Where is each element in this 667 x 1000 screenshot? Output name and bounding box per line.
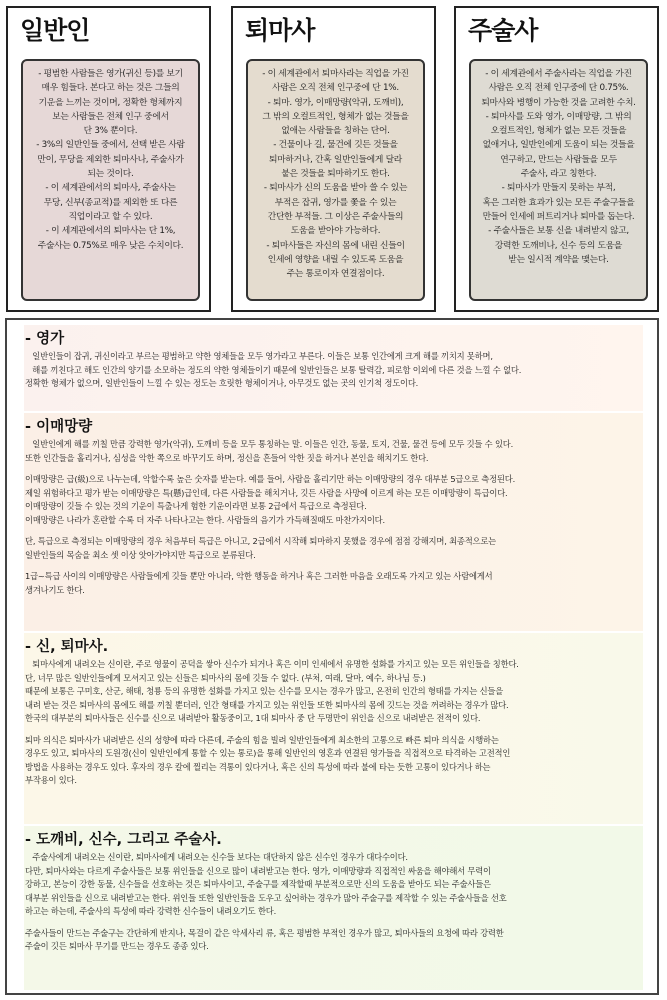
panel-line: - 퇴마사를 도와 영가, 이매망량, 그 밖의 — [485, 111, 632, 122]
text-line: 또한 인간들을 홀리거나, 심성을 악한 쪽으로 바꾸기도 하며, 정신을 흔들어 악한 짓을 하거나 본인을 해치기도 한다. — [25, 452, 429, 463]
panel-line: 만들어 인세에 퍼트리거나 퇴마를 돕는다. — [482, 211, 635, 222]
panel-line: - 퇴마사가 만들지 못하는 부적, — [501, 183, 616, 194]
text-line: 때문에 보통은 구미호, 산군, 해태, 청룡 등의 유명한 설화를 가지고 있는 신수를 모시는 경우가 많고, 온전히 인간의 형태를 가지는 신들을 — [25, 686, 504, 696]
text-line: 퇴마사에게 내려오는 신이란, 주로 영물이 공덕을 쌓아 신수가 되거나 혹은 이미 인세에서 유명한 설화를 가지고 있는 모든 위인들을 칭한다. — [25, 659, 519, 669]
text-line: 방법을 사용하는 경우도 있다. 후자의 경우 칼에 찔리는 격통이 있다거나, 혹은 신의 특성에 따라 불에 타는 듯한 고통이 있다거나 하는 — [25, 761, 491, 772]
panel-ordinary-people — [6, 6, 211, 312]
panel-line: 보는 사람들은 전체 인구 중에서 — [52, 111, 169, 122]
section-spirits — [24, 325, 643, 411]
panel-line: 되는 것이다. — [87, 169, 134, 180]
section-title: - 신, 퇴마사. — [25, 639, 109, 655]
text-line: 경우도 있고, 퇴마사의 도원경(신이 일반인에게 통할 수 있는 통로)을 통해 일반인의 영혼과 연결된 영가들을 직접적으로 타격하는 고전적인 — [25, 748, 511, 758]
lore-document — [5, 318, 659, 995]
panel-line: 그 밖의 오컬트적인, 형체가 없는 것들을 — [262, 111, 409, 122]
text-line: 다만, 퇴마사와는 다르게 주술사들은 보통 위인들을 신으로 많이 내려받고는 한다. 영가, 이매망량과 직접적인 싸움을 해야해서 무력이 — [25, 865, 491, 876]
panel-line: - 퇴마. 영가, 이매망량(악귀, 도깨비), — [267, 97, 404, 108]
text-line: 1급~특급 사이의 이매망량은 사람들에게 깃들 뿐만 아니라, 악한 행동을 하거나 혹은 그러한 마음을 오래도록 가지고 있는 사람에게서 — [25, 571, 493, 581]
panel-line: 도움을 받아야 가능하다. — [290, 226, 381, 237]
text-line: 일반인에게 해를 끼칠 만큼 강력한 영가(악귀), 도깨비 등을 모두 통칭하는 말. 이들은 인간, 동물, 토지, 건물, 물건 등에 모두 깃들 수 있다. — [25, 439, 514, 449]
panel-line: - 건물이나 길, 물건에 깃든 것들을 — [273, 140, 398, 151]
panel-line: 직업이라고 할 수 있다. — [68, 211, 153, 222]
text-line: 단, 특급으로 측정되는 이매망량의 경우 처음부터 특급은 아니고, 2급에서 시작해 퇴마하지 못했을 경우에 점점 강해지며, 최종적으로는 — [25, 536, 496, 546]
panel-body — [469, 59, 648, 301]
panel-line: 인세에 영향을 내릴 수 있도록 도움을 — [267, 254, 404, 265]
text-line: 주술사에게 내려오는 신이란, 퇴마사에게 내려오는 신수들 보다는 대단하지 않은 신수인 경우가 대다수이다. — [25, 852, 408, 862]
panel-line: 붙은 것들을 퇴마하기도 한다. — [281, 169, 390, 180]
panel-line: 사람은 오직 전체 인구중에 단 1%. — [272, 83, 399, 94]
panel-body — [21, 59, 200, 301]
panel-line: 주술사, 라고 칭한다. — [520, 169, 597, 180]
text-line: 이매망량은 나라가 혼란할 수록 더 자주 나타나고는 한다. 사람들의 음기가 가득해질때도 마찬가지이다. — [25, 514, 385, 525]
section-gods-exorcists — [24, 633, 643, 824]
panel-line: - 평범한 사람들은 영가(귀신 등)를 보기 — [38, 69, 183, 79]
text-line: 단, 너무 많은 일반인들에게 모셔지고 있는 신들은 퇴마사의 몸에 깃들 수 없다. (부처, 여래, 달마, 예수, 하나님 등.) — [25, 672, 426, 683]
text-line: 생겨나기도 한다. — [25, 584, 85, 595]
panel-line: 만이, 무당을 제외한 퇴마사나, 주술사가 — [37, 154, 184, 165]
panel-line: 퇴마사와 병행이 가능한 것을 고려한 수치. — [481, 97, 636, 108]
text-line: 대부분 위인들을 신으로 내려받고는 한다. 위인들 또한 일반인들을 도우고 싶어하는 경우가 많아 주술구를 제작할 수 있는 주술사들을 선호 — [25, 892, 507, 903]
panel-line: 사람은 오직 전체 인구중에 단 0.75%. — [488, 83, 629, 94]
text-line: 일반인들의 목숨을 최소 셋 이상 앗아가야지만 특급으로 분류된다. — [25, 549, 256, 560]
text-line: 이매망량이 깃들 수 있는 것의 기운이 특출나게 험한 기운이라면 보통 2급에서 특급으로 측정된다. — [25, 501, 367, 511]
text-line: 강하고, 본능이 강한 동물, 신수들을 선호하는 것은 퇴마사이고, 주술구를 제작할때 부분적으로만 신의 도움을 받아도 되는 주술사들은 — [25, 879, 491, 889]
panel-line: 기운을 느끼는 것이며, 정확한 형체까지 — [38, 97, 183, 108]
panel-line: 무당, 신부(종교적)를 제외한 또 다른 — [43, 197, 178, 208]
panel-title: 퇴마사 — [245, 16, 315, 45]
text-line: 이매망량은 급(級)으로 나누는데, 악할수록 높은 숫자를 받는다. 예를 들어, 사람을 홀리기만 하는 이매망량의 경우 대부분 5급으로 측정된다. — [25, 474, 516, 484]
panel-line: 단 3% 뿐이다. — [83, 126, 138, 137]
text-line: 내려 받는 것은 퇴마사의 몸에도 해를 끼칠 뿐더러, 인간 형태를 가지고 있는 위인들 또한 퇴마사의 몸에 깃드는 것을 꺼려하는 경우가 많다. — [25, 699, 509, 710]
panel-line: - 3%의 일반인들 중에서, 선택 받은 사람 — [36, 140, 185, 151]
section-title: - 영가 — [25, 331, 65, 347]
panel-title: 일반인 — [20, 16, 90, 45]
text-line: 제일 위험하다고 평가 받는 이매망량은 특(懸)급인데, 다른 사람들을 해치거나, 깃든 사람을 사망에 이르게 하는 모든 이매망량이 특급이다. — [25, 487, 508, 498]
panel-line: 매우 힘들다. 본다고 하는 것은 그들의 — [41, 83, 180, 94]
panel-line: 연구하고, 만드는 사람들을 모두 — [500, 154, 617, 165]
panel-line: - 이 세계관에서의 퇴마사는 단 1%, — [45, 226, 176, 237]
text-line: 부작용이 있다. — [25, 775, 77, 785]
text-line: 퇴마 의식은 퇴마사가 내려받은 신의 성향에 따라 다른데, 주술의 힘을 빌려 일반인들에게 최소한의 고통으로 빠른 퇴마 의식을 시행하는 — [25, 734, 499, 745]
panel-line: - 주술사들은 보통 신을 내려받지 않고, — [488, 226, 629, 237]
text-line: 한국의 대부분의 퇴마사들은 신수를 신으로 내려받아 활동중이고, 1대 퇴마사 중 단 두명만이 위인을 신으로 내려받은 전적이 있다. — [25, 713, 481, 723]
panel-line: 부적은 잡귀, 영가를 쫓을 수 있는 — [274, 197, 397, 208]
panel-line: 간단한 부적들. 그 이상은 주술사들의 — [267, 211, 404, 222]
panel-line: 퇴마하거나, 간혹 일반인들에게 달라 — [269, 154, 402, 165]
panel-exorcist — [231, 6, 436, 312]
panel-line: 강력한 도깨비나, 신수 등의 도움을 — [494, 240, 623, 251]
text-line: 해를 끼친다고 해도 인간의 양기를 소모하는 정도의 약한 영체들이기 때문에 일반인들은 보통 탈력감, 피로함 이외에 다른 것을 느낄 수 없다. — [25, 364, 522, 375]
panel-line: - 이 세계관에서 퇴마사라는 직업을 가진 — [262, 69, 409, 79]
panel-line: - 이 세계관에서 주술사라는 직업을 가진 — [485, 69, 632, 79]
panel-line: 오컬트적인, 형체가 없는 모든 것들을 — [490, 126, 627, 137]
text-line: 정확한 형체가 없으며, 일반인들이 느낄 수 있는 정도는 흐릿한 형체이거나, 아무것도 없는 곳의 인기척 정도이다. — [25, 378, 419, 388]
text-line: 하고는 하는데, 주술사의 특성에 따라 강력한 신수들이 내려오기도 한다. — [25, 906, 277, 916]
panel-line: - 퇴마사가 신의 도움을 받아 쓸 수 있는 — [263, 183, 408, 194]
panel-line: 주술사는 0.75%로 매우 낮은 수치이다. — [37, 240, 184, 251]
section-title: - 도깨비, 신수, 그리고 주술사. — [25, 832, 222, 848]
panel-body — [246, 59, 425, 301]
panel-sorcerer — [454, 6, 659, 312]
panel-title: 주술사 — [468, 16, 538, 45]
panel-line: 없애거나, 일반인에게 도움이 되는 것들을 — [482, 140, 635, 151]
panel-line: 혹은 그러한 효과가 있는 모든 주술구들을 — [482, 197, 635, 208]
section-imaemangnyang — [24, 413, 643, 631]
section-title: - 이매망량 — [25, 419, 93, 435]
section-goblins-sorcerers — [24, 826, 643, 990]
text-line: 일반인들이 잡귀, 귀신이라고 부르는 평범하고 약한 영체들을 모두 영가라고 부른다. 이들은 보통 인간에게 크게 해를 끼치지 못하며, — [25, 351, 493, 361]
panel-line: 받는 일시적 계약을 맺는다. — [508, 254, 609, 265]
panel-line: 없애는 사람들을 칭하는 단어. — [281, 126, 390, 137]
panel-line: - 퇴마사들은 자신의 몸에 내린 신들이 — [266, 240, 405, 251]
panel-line: 주는 통로이자 연결점이다. — [286, 269, 385, 280]
text-line: 주술이 깃든 퇴마사 무기를 만드는 경우도 종종 있다. — [25, 941, 209, 951]
text-line: 주술사들이 만드는 주술구는 간단하게 반지나, 목걸이 같은 악세사리 류, 혹은 평범한 부적인 경우가 많고, 퇴마사들의 요청에 따라 강력한 — [25, 927, 504, 938]
panel-line: - 이 세계관에서의 퇴마사, 주술사는 — [45, 183, 176, 194]
